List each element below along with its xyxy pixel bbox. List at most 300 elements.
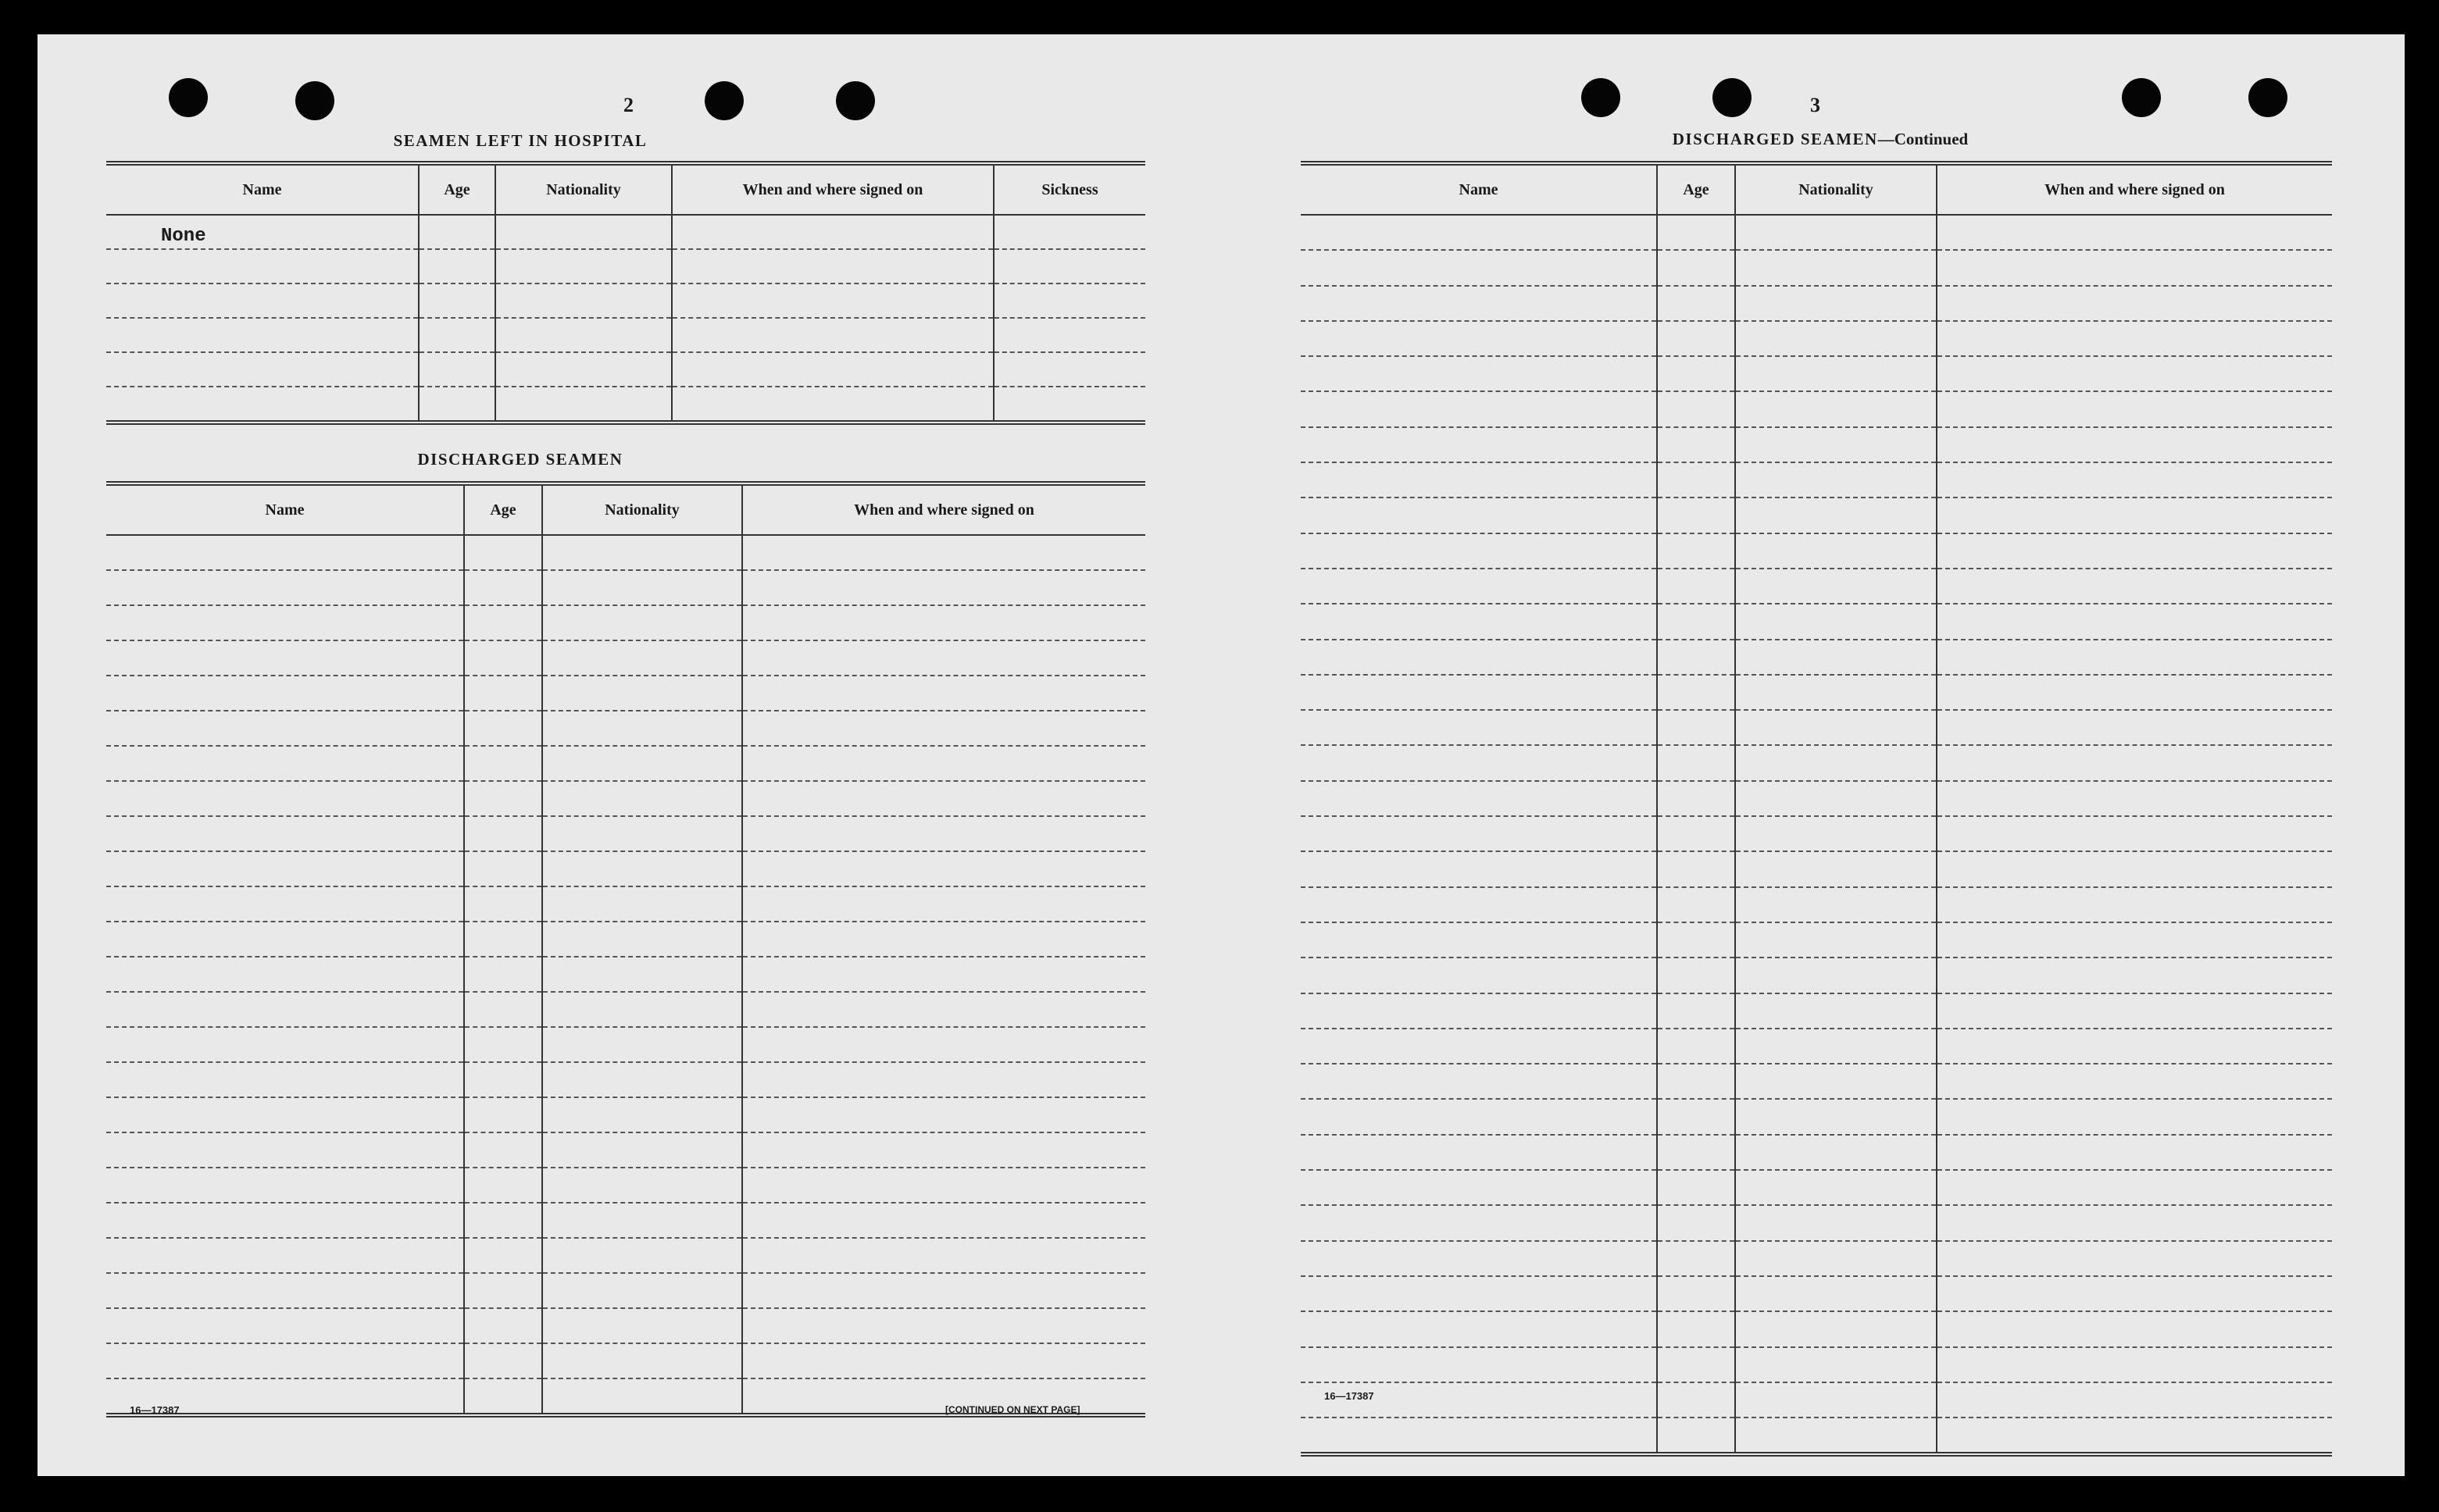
table-cell [106,711,464,746]
table-cell [542,1308,742,1343]
table-cell [542,746,742,781]
table-row [106,1343,1145,1378]
column-header-nationality: Nationality [495,163,672,215]
table-cell [1657,1135,1735,1170]
table-cell [994,387,1145,423]
table-cell [1937,497,2332,533]
table-cell [742,1238,1145,1273]
table-cell [1657,781,1735,816]
table-cell [1937,675,2332,710]
table-cell [464,746,542,781]
table-cell [1301,675,1657,710]
table-cell [1735,391,1937,426]
table-cell [1657,957,1735,993]
table-row [1301,497,2332,533]
table-cell [1301,745,1657,780]
table-cell [464,1378,542,1415]
table-cell [1657,286,1735,321]
table-cell [106,1308,464,1343]
table-cell [464,1203,542,1238]
table-cell [742,570,1145,605]
column-header-age: Age [419,163,495,215]
discharged-table-left [106,481,1145,1418]
page-number: 2 [623,94,634,116]
table-cell [1735,1099,1937,1134]
table-cell [1735,887,1937,922]
discharged-table-right [1301,161,2332,1457]
section-title-suffix: —Continued [1877,130,1969,148]
hospital-section-title: SEAMEN LEFT IN HOSPITAL [393,131,648,150]
table-cell [1937,1347,2332,1382]
table-row [1301,250,2332,285]
table-row [1301,1135,2332,1170]
table-cell [106,851,464,886]
table-cell [742,1062,1145,1097]
table-cell [1937,569,2332,604]
table-cell [542,640,742,676]
table-row [1301,427,2332,462]
table-cell [1657,604,1735,639]
table-row [1301,321,2332,356]
table-cell [1301,957,1657,993]
table-cell [1937,922,2332,957]
table-cell [1301,391,1657,426]
table-cell [1301,427,1657,462]
table-cell [542,711,742,746]
table-row [1301,604,2332,639]
table-row [106,957,1145,992]
table-row [106,816,1145,851]
table-cell [1301,816,1657,851]
table-cell [464,676,542,711]
table-row [1301,1170,2332,1205]
table-cell [1937,1099,2332,1134]
table-cell [1937,851,2332,886]
table-cell [742,1027,1145,1062]
table-cell [542,1378,742,1415]
table-cell [106,387,419,423]
hospital-table [106,161,1145,425]
table-cell [672,249,994,284]
table-cell [106,992,464,1027]
table-cell [542,1062,742,1097]
table-cell [1301,1099,1657,1134]
table-cell [106,1168,464,1203]
table-cell [106,1203,464,1238]
table-row [1301,462,2332,497]
table-row [1301,745,2332,780]
table-cell [1657,1170,1735,1205]
table-cell [1657,887,1735,922]
table-cell [1657,922,1735,957]
table-cell [1657,215,1735,250]
column-header-signed-on: When and where signed on [672,163,994,215]
table-row [1301,356,2332,391]
table-cell [542,1203,742,1238]
table-row [106,1097,1145,1132]
table-cell [1937,1205,2332,1240]
table-cell [1937,533,2332,569]
table-cell [1301,321,1657,356]
table-row [106,535,1145,570]
table-cell [742,711,1145,746]
table-cell [1937,1170,2332,1205]
table-cell [1937,356,2332,391]
table-row [106,387,1145,423]
table-row [1301,675,2332,710]
table-cell [464,711,542,746]
table-cell [106,605,464,640]
table-cell [1735,462,1937,497]
table-cell [1937,250,2332,285]
table-cell [419,318,495,352]
table-cell [1735,286,1937,321]
table-cell [1657,1099,1735,1134]
table-cell [1301,887,1657,922]
column-header-nationality: Nationality [542,483,742,535]
table-cell [1657,1347,1735,1382]
table-cell [106,1238,464,1273]
table-cell [1937,1135,2332,1170]
table-cell [542,816,742,851]
table-cell [1735,356,1937,391]
table-cell [1301,462,1657,497]
table-cell [106,676,464,711]
table-cell [419,249,495,284]
table-cell [495,284,672,318]
table-cell [1735,533,1937,569]
table-row [1301,1029,2332,1064]
table-cell [106,816,464,851]
table-cell [1657,321,1735,356]
table-cell [1937,604,2332,639]
table-cell [1657,391,1735,426]
table-cell [1735,781,1937,816]
table-cell [1301,497,1657,533]
table-cell [464,1238,542,1273]
table-cell [1937,462,2332,497]
table-cell [542,535,742,570]
table-cell [495,387,672,423]
column-header-name: Name [106,483,464,535]
table-cell [1735,1241,1937,1276]
table-cell [106,1132,464,1168]
table-cell [994,318,1145,352]
table-row [106,992,1145,1027]
table-row [106,886,1145,922]
column-header-signed-on: When and where signed on [742,483,1145,535]
table-row [1301,781,2332,816]
table-cell [542,781,742,816]
table-cell [1657,745,1735,780]
table-cell [106,352,419,387]
table-cell [464,851,542,886]
table-cell [1657,640,1735,675]
table-cell [464,816,542,851]
table-cell [1937,640,2332,675]
table-cell [1301,1064,1657,1099]
table-cell [1735,993,1937,1029]
table-cell [1301,781,1657,816]
continued-note: [CONTINUED ON NEXT PAGE] [945,1404,1080,1415]
table-cell [742,746,1145,781]
table-row [106,781,1145,816]
column-header-age: Age [464,483,542,535]
table-cell [542,605,742,640]
table-cell [742,676,1145,711]
table-cell [1735,604,1937,639]
table-cell [1657,710,1735,745]
table-row [1301,1241,2332,1276]
table-cell [1301,1205,1657,1240]
table-cell [1937,1382,2332,1418]
cell-entry: None [161,226,206,247]
table-cell [1657,356,1735,391]
table-cell [464,1168,542,1203]
table-cell [742,640,1145,676]
table-cell [464,1273,542,1308]
table-cell [464,1062,542,1097]
table-cell [542,922,742,957]
table-cell [1657,497,1735,533]
table-cell [1657,1064,1735,1099]
table-row [106,284,1145,318]
table-cell [1937,427,2332,462]
table-row [106,570,1145,605]
table-row [106,711,1145,746]
table-cell [464,535,542,570]
column-header-name: Name [106,163,419,215]
table-cell [1301,1311,1657,1346]
table-row [1301,957,2332,993]
table-cell [464,1132,542,1168]
table-row [1301,887,2332,922]
table-cell [742,605,1145,640]
table-cell [542,1132,742,1168]
table-cell [1735,640,1937,675]
table-cell [1937,1418,2332,1454]
table-cell [1735,1029,1937,1064]
table-row [1301,993,2332,1029]
table-cell [1735,1418,1937,1454]
table-cell [542,1097,742,1132]
table-cell [1301,1029,1657,1064]
table-row [106,640,1145,676]
table-cell [1735,851,1937,886]
table-cell [1937,1029,2332,1064]
table-cell [542,992,742,1027]
table-cell [1301,1241,1657,1276]
table-cell [106,1343,464,1378]
table-row [106,215,1145,249]
discharged-section-title: DISCHARGED SEAMEN [417,450,623,469]
table-cell [1735,1276,1937,1311]
table-cell [464,957,542,992]
table-cell [742,1132,1145,1168]
table-cell [1657,250,1735,285]
table-cell [1937,781,2332,816]
table-cell [1735,1064,1937,1099]
table-cell [1937,745,2332,780]
table-cell [672,352,994,387]
table-cell [1735,710,1937,745]
table-row [1301,922,2332,957]
table-cell [742,1378,1145,1415]
table-cell [1735,250,1937,285]
table-cell [1937,286,2332,321]
table-row [1301,215,2332,250]
table-row [106,249,1145,284]
table-row [106,1027,1145,1062]
table-cell [1735,816,1937,851]
table-cell [742,781,1145,816]
table-cell [464,640,542,676]
table-cell [106,1062,464,1097]
table-cell [419,352,495,387]
table-row [106,676,1145,711]
table-row [106,318,1145,352]
table-cell [1937,1241,2332,1276]
table-row [106,1168,1145,1203]
left-page [106,84,1153,1428]
table-row [1301,816,2332,851]
form-number: 16—17387 [130,1404,180,1416]
table-cell [742,535,1145,570]
table-cell [1657,427,1735,462]
table-cell [1937,1311,2332,1346]
table-cell [1301,250,1657,285]
table-cell [542,1343,742,1378]
table-cell [1301,993,1657,1029]
table-cell [106,746,464,781]
table-cell [464,1343,542,1378]
table-cell [542,957,742,992]
table-row [1301,533,2332,569]
table-cell [1735,1311,1937,1346]
table-cell [106,535,464,570]
table-cell [1657,816,1735,851]
table-cell [742,886,1145,922]
table-cell [1937,391,2332,426]
table-cell [1301,569,1657,604]
table-cell [1937,215,2332,250]
table-cell [1657,1382,1735,1418]
table-cell [1301,215,1657,250]
table-cell [1657,1029,1735,1064]
table-row [1301,569,2332,604]
table-cell [1735,1205,1937,1240]
table-cell [542,1238,742,1273]
table-cell [106,215,419,249]
table-cell [994,352,1145,387]
table-cell [1735,957,1937,993]
table-row [1301,1418,2332,1454]
table-cell [1657,1205,1735,1240]
table-row [1301,1347,2332,1382]
table-cell [742,1273,1145,1308]
table-cell [106,1097,464,1132]
table-cell [1937,321,2332,356]
table-cell [742,922,1145,957]
table-cell [1937,1276,2332,1311]
table-cell [1735,745,1937,780]
table-cell [1735,569,1937,604]
table-cell [1735,497,1937,533]
table-cell [742,816,1145,851]
table-cell [542,1168,742,1203]
table-cell [742,1097,1145,1132]
table-cell [1657,1276,1735,1311]
table-row [1301,1205,2332,1240]
table-cell [1301,1418,1657,1454]
table-cell [994,249,1145,284]
table-cell [106,886,464,922]
table-cell [1301,533,1657,569]
table-row [106,746,1145,781]
table-cell [1657,851,1735,886]
column-header-name: Name [1301,163,1657,215]
table-row [106,1308,1145,1343]
table-cell [1735,922,1937,957]
table-cell [464,886,542,922]
table-cell [1937,957,2332,993]
table-cell [742,1343,1145,1378]
table-cell [464,1027,542,1062]
table-cell [742,1308,1145,1343]
table-row [1301,1382,2332,1418]
table-cell [742,1203,1145,1238]
table-cell [1735,1170,1937,1205]
table-cell [1937,1064,2332,1099]
table-cell [1657,1311,1735,1346]
table-row [106,1203,1145,1238]
table-cell [464,570,542,605]
column-header-nationality: Nationality [1735,163,1937,215]
table-cell [1735,427,1937,462]
table-cell [1301,851,1657,886]
table-cell [1301,922,1657,957]
table-cell [1937,993,2332,1029]
table-cell [1301,1276,1657,1311]
right-page [1301,84,2338,1428]
table-cell [1735,321,1937,356]
table-cell [464,922,542,957]
table-cell [1735,1135,1937,1170]
table-cell [106,1273,464,1308]
form-number: 16—17387 [1324,1390,1374,1402]
column-header-signed-on: When and where signed on [1937,163,2332,215]
table-cell [542,886,742,922]
table-row [1301,1276,2332,1311]
table-cell [464,605,542,640]
table-cell [419,215,495,249]
table-cell [1735,1382,1937,1418]
table-cell [1657,1241,1735,1276]
table-cell [1657,1418,1735,1454]
section-title-text: DISCHARGED SEAMEN [1672,130,1878,148]
table-cell [106,249,419,284]
table-row [106,1238,1145,1273]
table-cell [1735,215,1937,250]
table-cell [106,318,419,352]
column-header-age: Age [1657,163,1735,215]
table-cell [464,781,542,816]
table-cell [419,387,495,423]
table-cell [1301,356,1657,391]
table-row [106,922,1145,957]
table-cell [672,387,994,423]
table-cell [464,1308,542,1343]
